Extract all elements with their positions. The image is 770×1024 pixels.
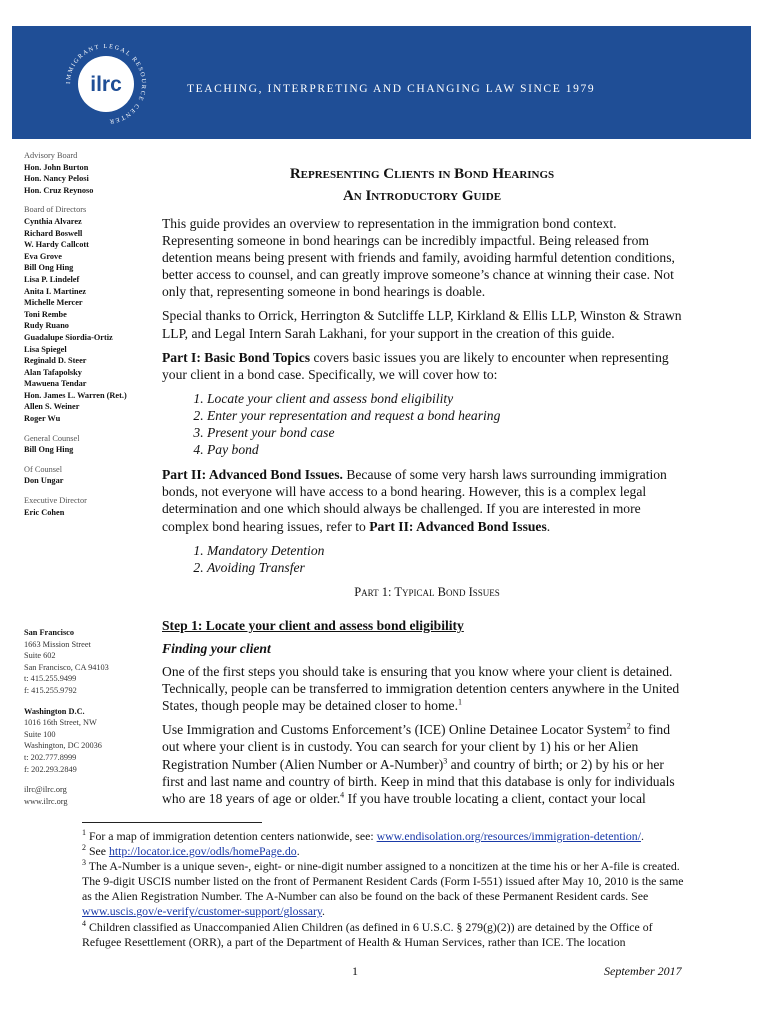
part1-section-heading: Part 1: Typical Bond Issues [354, 584, 500, 599]
executive-director [24, 495, 154, 518]
sf-office [24, 627, 154, 697]
director: Alan Tafapolsky [24, 367, 82, 377]
director: Eva Grove [24, 251, 62, 261]
part1-list [162, 390, 682, 458]
header-banner [12, 26, 751, 139]
part1-paragraph [162, 349, 682, 383]
dc-office-name: Washington D.C. [24, 706, 85, 716]
finding-paragraph [162, 663, 682, 714]
locator-text: and country of birth; or 2) by his or her first and last name and country of birth. Keep in mind that this database is only for individuals who are 18 years of age or older. [162, 756, 675, 806]
main-content [162, 163, 682, 814]
director: Lisa P. Lindelef [24, 274, 80, 284]
title-line-1: Representing Clients in Bond Hearings [289, 166, 555, 182]
part2-text: Because of some very harsh laws surrounding immigration bonds, not everyone will have access to a bond hearing. However, this is a complex legal determination and one which should always be challenged. If you are interested in more complex bond hearing issues, refer to [162, 467, 667, 534]
footnote-ref[interactable]: 2 [626, 721, 631, 731]
tagline: TEACHING, INTERPRETING AND CHANGING LAW SINCE 1979 [187, 83, 596, 95]
director: Guadalupe Siordia-Ortiz [24, 332, 113, 342]
locator-text: If you have trouble locating a client, contact your local [344, 790, 646, 806]
footnote [82, 829, 692, 844]
director: Reginald D. Steer [24, 356, 87, 366]
part2-label: Part II: Advanced Bond Issues. [162, 467, 343, 483]
finding-client-heading: Finding your client [162, 640, 271, 656]
list-item: 2. Enter your representation and request a bond hearing [207, 407, 682, 424]
address-line: San Francisco, CA 94103 [24, 662, 109, 672]
footnote-link[interactable]: http://locator.ice.gov/odls/homePage.do [108, 844, 297, 859]
address-line: 1016 16th Street, NW [24, 718, 97, 728]
director: Toni Rembe [24, 309, 67, 319]
sidebar [24, 150, 154, 806]
footnote-end: . [322, 904, 325, 919]
footnote-mark: 1 [82, 828, 86, 838]
footnote-text: See [86, 844, 109, 859]
director: Michelle Mercer [24, 298, 83, 308]
advisory-member: Hon. Nancy Pelosi [24, 174, 89, 184]
email-link[interactable]: ilrc@ilrc.org [24, 785, 67, 795]
director: Mawuena Tendar [24, 379, 87, 389]
footnote-ref[interactable]: 3 [443, 756, 448, 765]
part2-end: . [546, 518, 551, 534]
footnote-mark: 3 [82, 858, 86, 868]
fax-line: f: 415.255.9792 [24, 685, 77, 695]
director: Lisa Spiegel [24, 344, 67, 354]
step1-heading: Step 1: Locate your client and assess bond eligibility [162, 617, 464, 633]
sf-office-name: San Francisco [24, 628, 75, 637]
board-of-directors [24, 204, 154, 424]
footnote-text: For a map of immigration detention centers nationwide, see: [86, 829, 377, 843]
locator-text: to find out where your client is in custody. You can search for your client by 1) his or her Alien Registration Number (Alien Number or A-Number) [162, 722, 670, 772]
locator-paragraph [162, 721, 682, 806]
list-item: 3. Present your bond case [207, 424, 682, 441]
footnote-mark: 4 [82, 918, 86, 928]
of-counsel-name: Don Ungar [24, 476, 64, 486]
list-item: 1. Mandatory Detention [207, 542, 682, 559]
finding-text: One of the first steps you should take is ensuring that you know where your client is detained. Technically, people can be transferred to immigration detention centers anywhere in the United States, though people may be detained closer to home. [162, 664, 680, 714]
general-counsel-name: Bill Ong Hing [24, 445, 74, 455]
title-line-2: An Introductory Guide [342, 188, 502, 204]
part2-paragraph [162, 466, 682, 534]
thanks-paragraph: Special thanks to Orrick, Herrington & Sutcliffe LLP, Kirkland & Ellis LLP, Winston & Strawn LLP, and Legal Intern Sarah Lakhani, for your support in the creation of this guide. [162, 308, 682, 341]
footnote-end: . [641, 829, 644, 843]
footnote-ref[interactable]: 4 [340, 790, 345, 800]
part2-list [162, 542, 682, 576]
ilrc-logo [62, 40, 150, 128]
advisory-member: Hon. John Burton [24, 162, 89, 172]
director: Bill Ong Hing [24, 263, 74, 273]
part1-label: Part I: Basic Bond Topics [162, 349, 311, 365]
directors-heading: Board of Directors [24, 205, 87, 215]
list-item: 1. Locate your client and assess bond eligibility [207, 390, 682, 407]
address-line: Washington, DC 20036 [24, 741, 102, 751]
director: Hon. James L. Warren (Ret.) [24, 390, 127, 400]
director: W. Hardy Callcott [24, 240, 89, 250]
general-counsel-heading: General Counsel [24, 433, 80, 443]
advisory-heading: Advisory Board [24, 151, 78, 160]
footnote-link[interactable]: www.uscis.gov/e-verify/customer-support/glossary [82, 904, 323, 919]
executive-director-name: Eric Cohen [24, 507, 65, 517]
locator-text: Use Immigration and Customs Enforcement’s (ICE) Online Detainee Locator System [162, 722, 627, 738]
director: Allen S. Weiner [24, 402, 80, 412]
page-date: September 2017 [604, 964, 682, 978]
director: Richard Boswell [24, 228, 83, 238]
advisory-member: Hon. Cruz Reynoso [24, 185, 94, 195]
director: Roger Wu [24, 414, 61, 424]
website-link[interactable]: www.ilrc.org [24, 796, 68, 806]
contact-block [24, 784, 154, 807]
footnote [82, 859, 692, 919]
svg-text:IMMIGRANT LEGAL RESOURCE CENTE: IMMIGRANT LEGAL RESOURCE CENTER [64, 42, 148, 126]
general-counsel [24, 433, 154, 456]
of-counsel-heading: Of Counsel [24, 464, 63, 474]
address-line: Suite 100 [24, 729, 56, 739]
part1-text: covers basic issues you are likely to encounter when representing your client in a bond case. Specifically, we will cover how to: [162, 349, 669, 382]
footnote-text: Children classified as Unaccompanied Alien Children (as defined in 6 U.S.C. § 279(g)(2)) are detained by the Office of Refugee Resettlement (ORR), a part of the Department of Health & Human Services, rather than ICE. The location [82, 919, 653, 949]
footnote-link[interactable]: www.endisolation.org/resources/immigration-detention/ [376, 829, 641, 843]
phone-line: t: 202.777.8999 [24, 752, 77, 762]
logo-wordmark: ilrc [90, 73, 122, 96]
footnote-mark: 2 [82, 843, 86, 853]
fax-line: f: 202.293.2849 [24, 764, 77, 774]
office-addresses [24, 627, 154, 816]
of-counsel [24, 464, 154, 487]
footnote-divider [82, 822, 262, 823]
page-number: 1 [352, 964, 358, 978]
director: Anita I. Martinez [24, 286, 86, 296]
director: Rudy Ruano [24, 321, 69, 331]
list-item: 4. Pay bond [207, 441, 682, 458]
part2-reference: Part II: Advanced Bond Issues [369, 518, 547, 534]
footnote [82, 920, 692, 950]
phone-line: t: 415.255.9499 [24, 674, 77, 684]
dc-office [24, 706, 154, 776]
director: Cynthia Alvarez [24, 216, 82, 226]
list-item: 2. Avoiding Transfer [207, 559, 682, 576]
footnote-end: . [296, 844, 300, 859]
address-line: Suite 602 [24, 651, 56, 661]
footnote-text: The A-Number is a unique seven-, eight- or nine-digit number assigned to a noncitizen at the time his or her A-file is created. The 9-digit USCIS number listed on the front of Permanent Resident Cards (Form I-551) issued after May 10, 2010 is the same as the Alien Registration Number. The A-Number can also be found on the back of these Permanent Resident cards. See [82, 859, 684, 904]
footnotes [82, 829, 692, 950]
footnote [82, 844, 692, 859]
document-title [162, 163, 682, 207]
address-line: 1663 Mission Street [24, 639, 91, 649]
intro-paragraph: This guide provides an overview to representation in the immigration bond context. Representing someone in bond hearings can be incredibly impactful. Being released from detention means being present with friends and family, avoiding harmful detention conditions, better access to counsel, and can greatly improve someone’s chance at winning their case. Not only that, representing someone in bond hearings is doable. [162, 216, 675, 300]
advisory-board [24, 150, 154, 196]
executive-director-heading: Executive Director [24, 496, 87, 506]
footnote-ref[interactable]: 1 [457, 697, 462, 707]
